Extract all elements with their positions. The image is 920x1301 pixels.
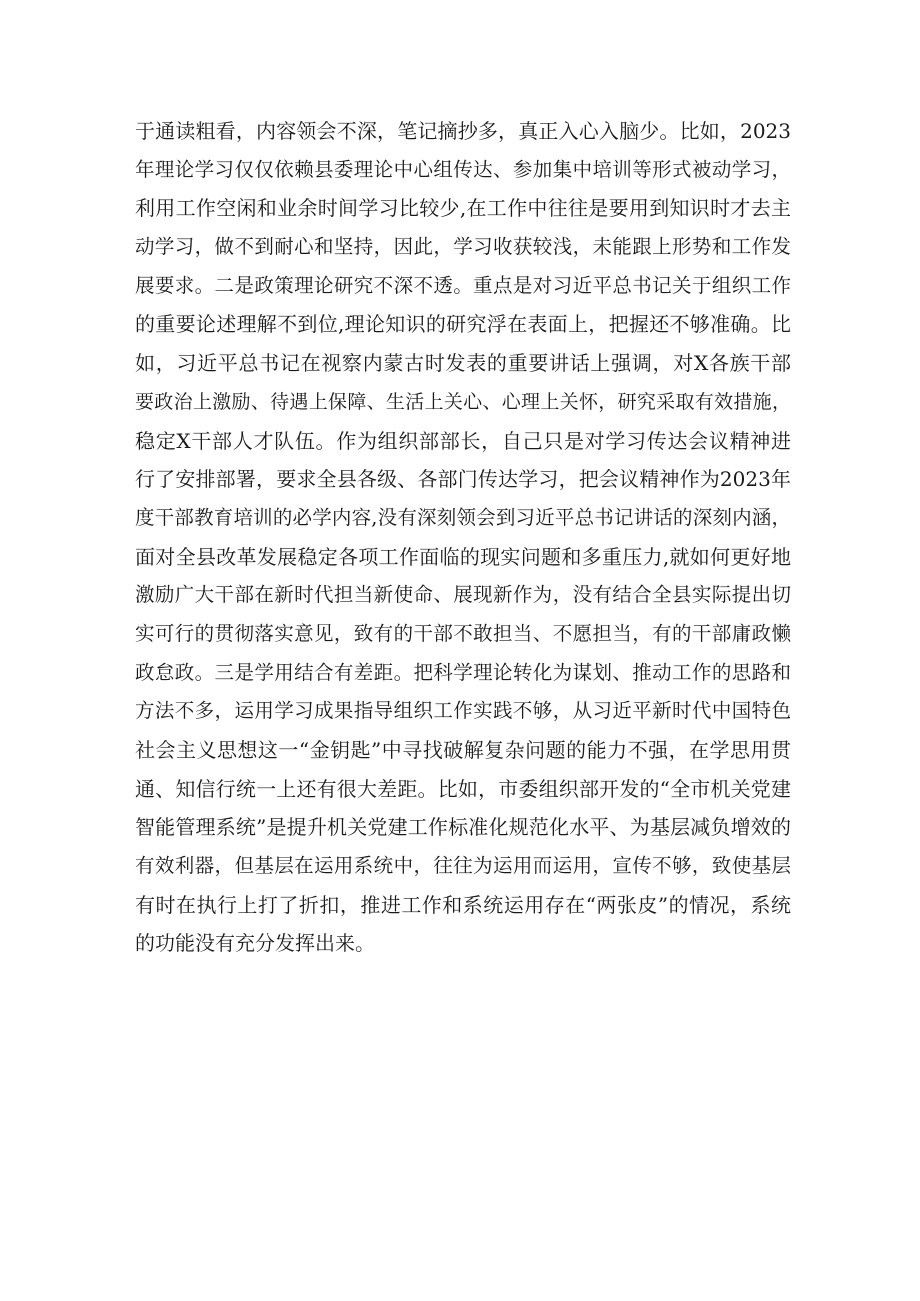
paragraph-line: 激励广大干部在新时代担当新使命、展现新作为，没有结合全县实际提出切	[135, 583, 791, 607]
paragraph-line: 政怠政。三是学用结合有差距。把科学理论转化为谋划、推动工作的思路和	[135, 660, 791, 684]
paragraph-line: 面对全县改革发展稳定各项工作面临的现实问题和多重压力,就如何更好地	[135, 544, 791, 569]
paragraph-line: 要政治上激励、待遇上保障、生活上关心、心理上关怀，研究采取有效措施，	[135, 390, 791, 413]
paragraph-line: 的功能没有充分发挥出来。	[135, 931, 375, 956]
paragraph-line: 如，习近平总书记在视察内蒙古时发表的重要讲话上强调，对X各族干部	[135, 351, 791, 376]
paragraph-line: 有效利器，但基层在运用系统中，往往为运用而运用，宣传不够，致使基层	[135, 854, 791, 878]
paragraph-line: 于通读粗看，内容领会不深，笔记摘抄多，真正入心入脑少。比如，2023	[135, 119, 791, 143]
paragraph-line: 的重要论述理解不到位,理论知识的研究浮在表面上，把握还不够准确。比	[135, 312, 791, 337]
paragraph-line: 方法不多，运用学习成果指导组织工作实践不够，从习近平新时代中国特色	[135, 699, 791, 723]
paragraph-line: 利用工作空闲和业余时间学习比较少,在工作中往往是要用到知识时才去主	[135, 196, 791, 221]
paragraph-line: 稳定X干部人才队伍。作为组织部部长，自己只是对学习传达会议精神进	[135, 428, 791, 453]
paragraph-line: 通、知信行统一上还有很大差距。比如，市委组织部开发的“全市机关党建	[135, 776, 791, 801]
body-paragraph	[135, 112, 791, 963]
paragraph-line: 年理论学习仅仅依赖县委理论中心组传达、参加集中培训等形式被动学习，	[135, 157, 791, 181]
paragraph-line: 动学习，做不到耐心和坚持，因此，学习收获较浅，未能跟上形势和工作发	[135, 235, 791, 259]
paragraph-line: 智能管理系统”是提升机关党建工作标准化规范化水平、为基层减负增效的	[135, 815, 791, 840]
paragraph-line: 展要求。二是政策理论研究不深不透。重点是对习近平总书记关于组织工作	[135, 273, 791, 297]
paragraph-line: 行了安排部署，要求全县各级、各部门传达学习，把会议精神作为2023年	[135, 467, 791, 492]
paragraph-line: 社会主义思想这一“金钥匙”中寻找破解复杂问题的能力不强，在学思用贯	[135, 738, 791, 762]
paragraph-line: 度干部教育培训的必学内容,没有深刻领会到习近平总书记讲话的深刻内涵，	[135, 505, 791, 529]
paragraph-line: 实可行的贯彻落实意见，致有的干部不敢担当、不愿担当，有的干部庸政懒	[135, 621, 791, 645]
paragraph-line: 有时在执行上打了折扣，推进工作和系统运用存在“两张皮”的情况，系统	[135, 892, 791, 917]
